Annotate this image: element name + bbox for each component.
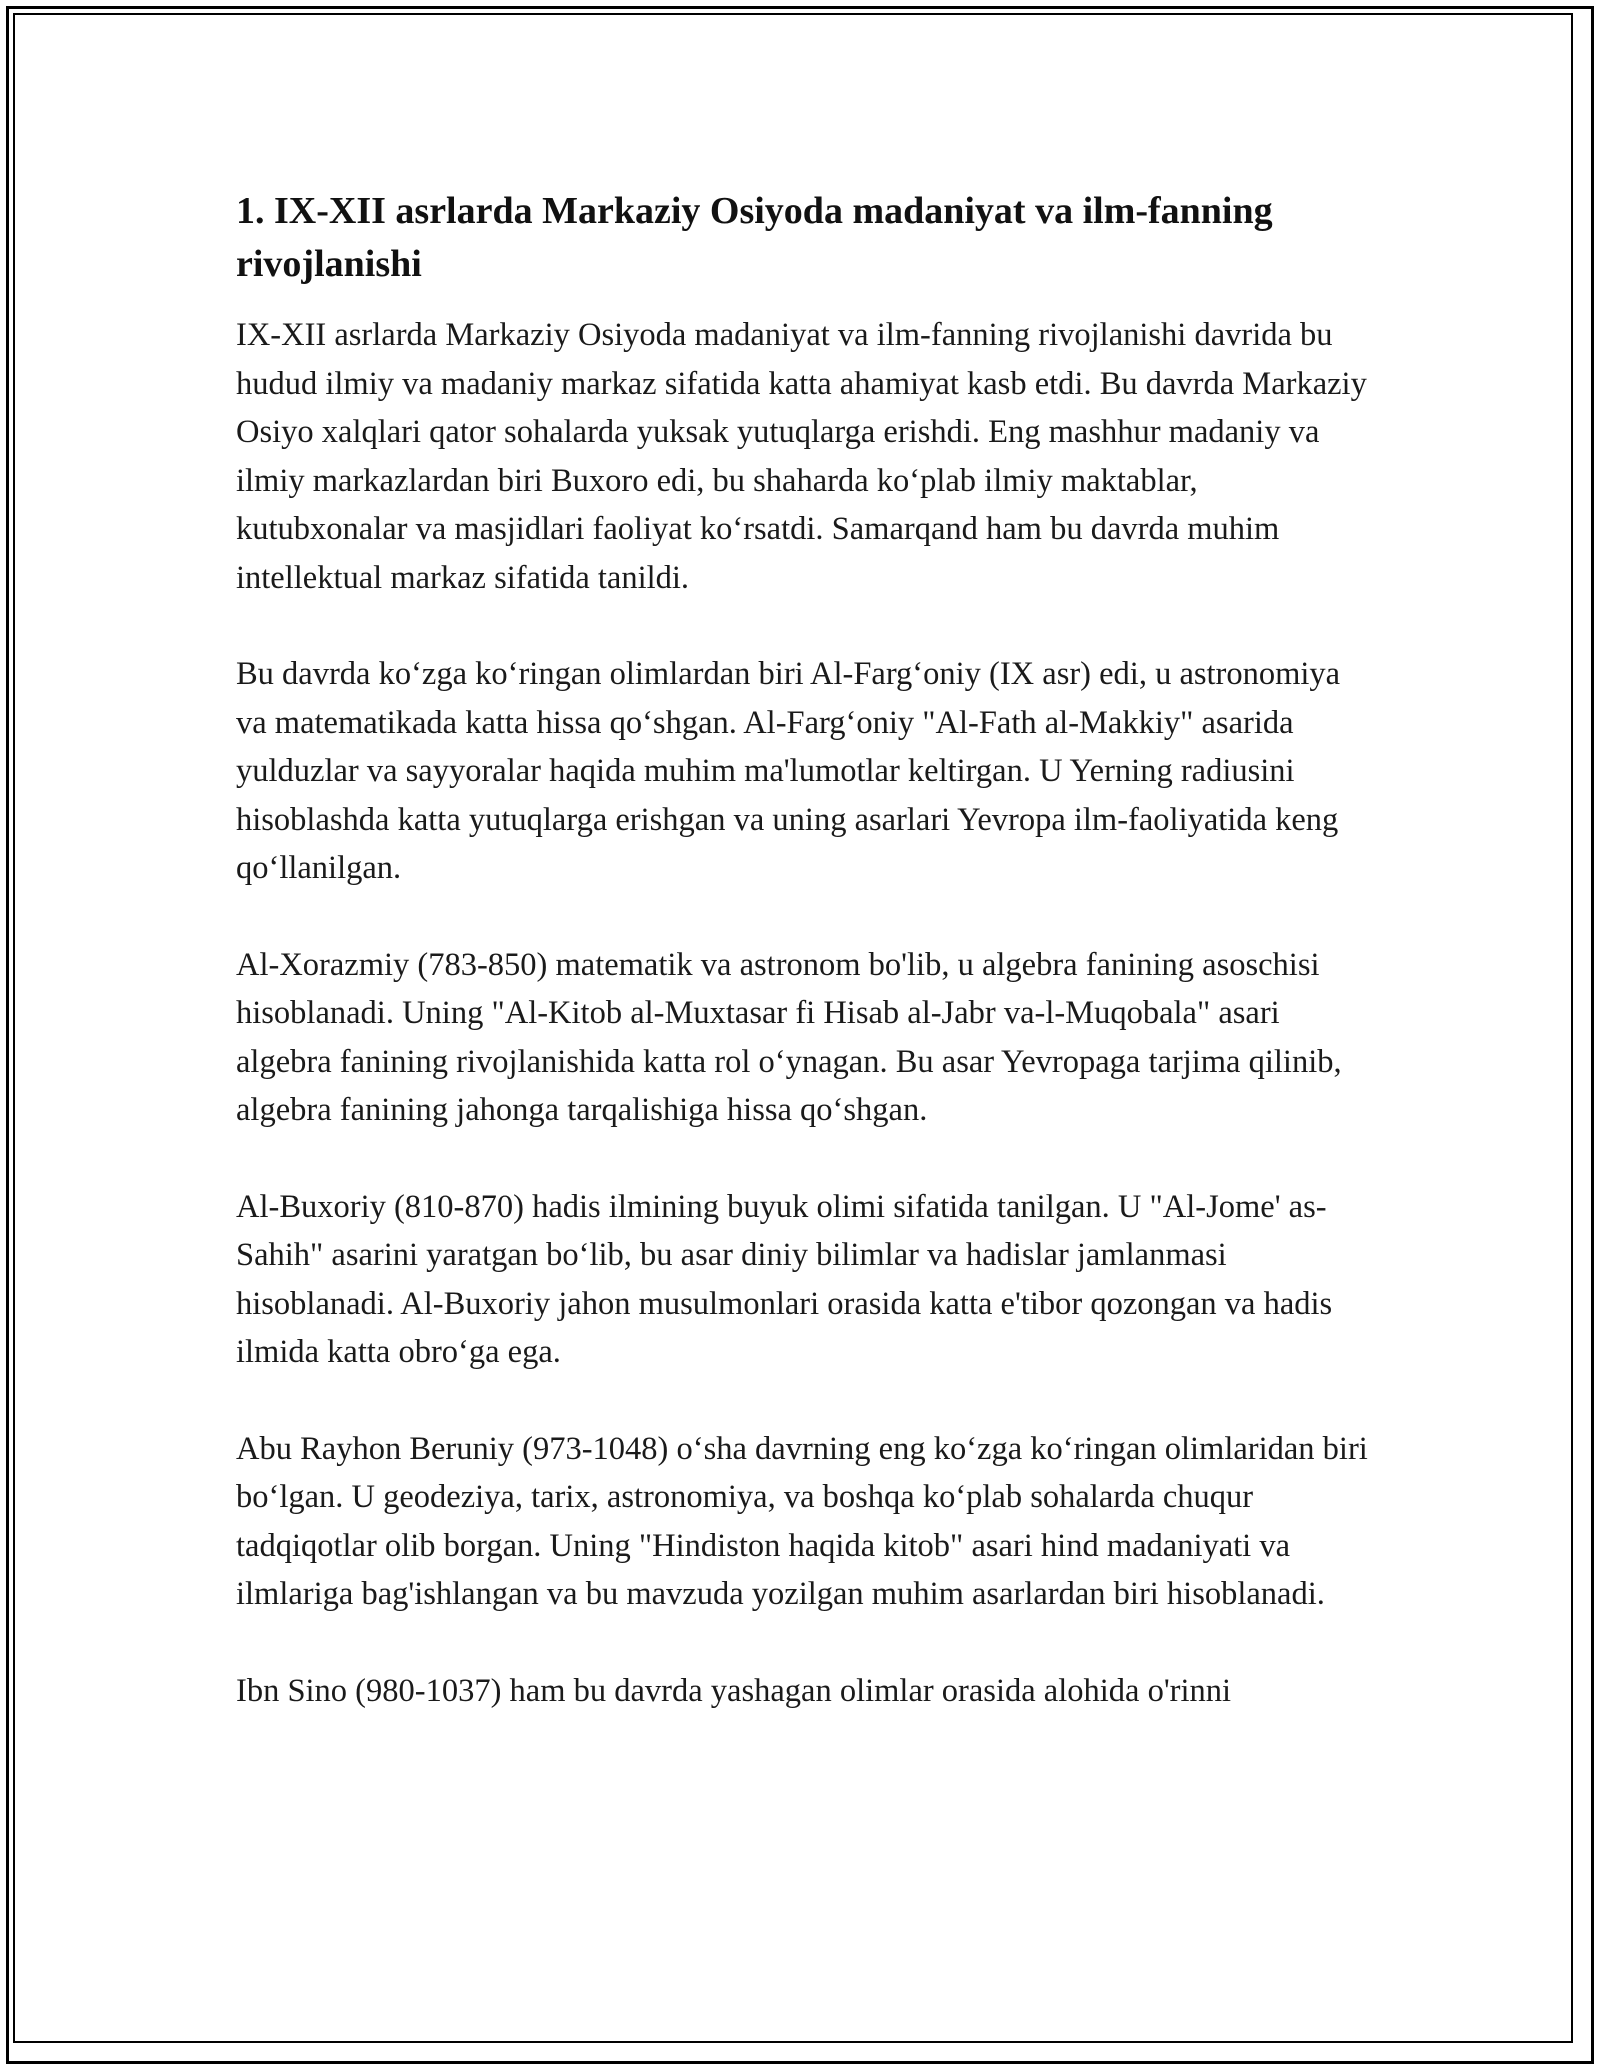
document-body <box>236 185 1376 1763</box>
paragraph-intro: IX-XII asrlarda Markaziy Osiyoda madaniyat va ilm-fanning rivojlanishi davrida bu hudud ilmiy va madaniy markaz sifatida katta ahamiyat kasb etdi. Bu davrda Markaziy Osiyo xalqlari qator sohalarda yuksak yutuqlarga erishdi. Eng mashhur madaniy va ilmiy markazlardan biri Buxoro edi, bu shaharda ko‘plab ilmiy maktablar, kutubxonalar va masjidlari faoliyat ko‘rsatdi. Samarqand ham bu davrda muhim intellektual markaz sifatida tanildi. <box>236 317 1367 596</box>
paragraph-ibn-sino: Ibn Sino (980-1037) ham bu davrda yashagan olimlar orasida alohida o'rinni <box>236 1672 1232 1709</box>
section-heading: 1. IX-XII asrlarda Markaziy Osiyoda madaniyat va ilm-fanning rivojlanishi <box>236 190 1273 285</box>
paragraph-beruniy: Abu Rayhon Beruniy (973-1048) o‘sha davrning eng ko‘zga ko‘ringan olimlaridan biri bo‘lgan. U geodeziya, tarix, astronomiya, va boshqa ko‘plab sohalarda chuqur tadqiqotlar olib borgan. Uning "Hindiston haqida kitob" asari hind madaniyati va ilmlariga bag'ishlangan va bu mavzuda yozilgan muhim asarlardan biri hisoblanadi. <box>236 1430 1368 1612</box>
paragraph-al-buxoriy: Al-Buxoriy (810-870) hadis ilmining buyuk olimi sifatida tanilgan. U "Al-Jome' as-Sahih" asarini yaratgan bo‘lib, bu asar diniy bilimlar va hadislar jamlanmasi hisoblanadi. Al-Buxoriy jahon musulmonlari orasida katta e'tibor qozongan va hadis ilmida katta obro‘ga ega. <box>236 1188 1333 1370</box>
paragraph-al-xorazmiy: Al-Xorazmiy (783-850) matematik va astronom bo'lib, u algebra fanining asoschisi hisoblanadi. Uning "Al-Kitob al-Muxtasar fi Hisab al-Jabr va-l-Muqobala" asari algebra fanining rivojlanishida katta rol o‘ynagan. Bu asar Yevropaga tarjima qilinib, algebra fanining jahonga tarqalishiga hissa qo‘shgan. <box>236 946 1342 1128</box>
paragraph-al-farghoniy: Bu davrda ko‘zga ko‘ringan olimlardan biri Al-Farg‘oniy (IX asr) edi, u astronomiya va matematikada katta hissa qo‘shgan. Al-Farg‘oniy "Al-Fath al-Makkiy" asarida yulduzlar va sayyoralar haqida muhim ma'lumotlar keltirgan. U Yerning radiusini hisoblashda katta yutuqlarga erishgan va uning asarlari Yevropa ilm-faoliyatida keng qo‘llanilgan. <box>236 656 1341 886</box>
